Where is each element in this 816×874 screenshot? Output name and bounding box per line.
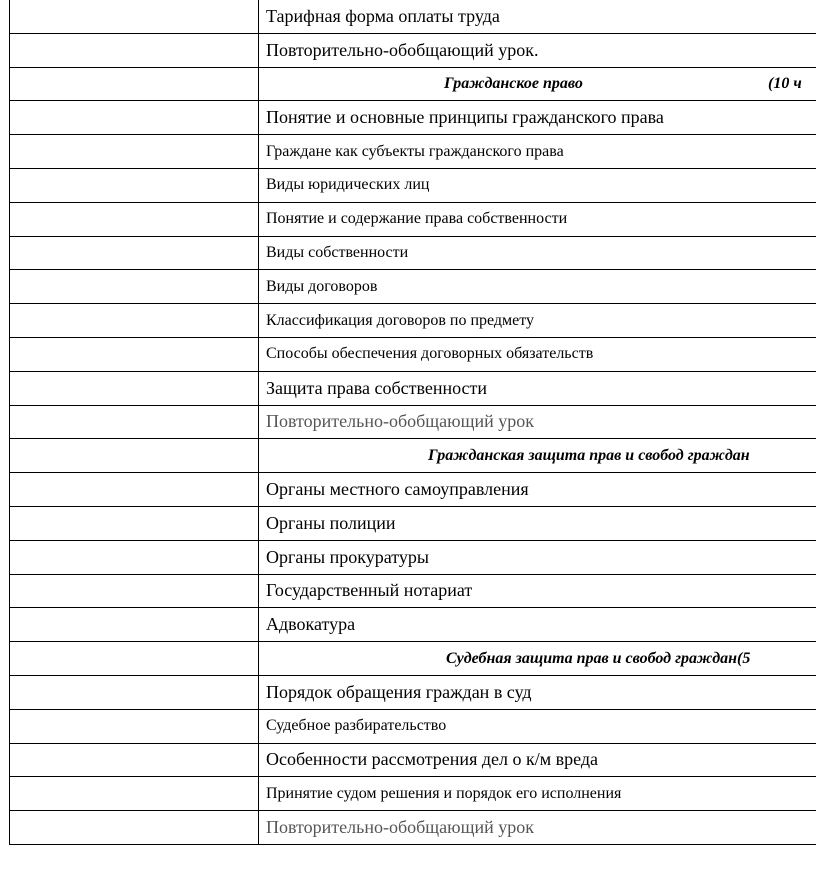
- number-cell: [10, 371, 259, 405]
- number-cell: [10, 270, 259, 304]
- table-row: [10, 811, 816, 845]
- section-cell: [259, 642, 816, 676]
- topic-cell: Тарифная форма оплаты труда: [259, 0, 816, 33]
- table-row: [10, 236, 816, 270]
- table-row: [10, 101, 816, 135]
- table-row: [10, 743, 816, 777]
- topic-cell: Виды юридических лиц: [259, 168, 816, 202]
- topic-cell: Понятие и основные принципы гражданского права: [259, 101, 816, 135]
- section-cell: [259, 67, 816, 101]
- number-cell: [10, 473, 259, 507]
- number-cell: [10, 405, 259, 439]
- table-row: [10, 0, 816, 33]
- number-cell: [10, 777, 259, 811]
- table-row: [10, 135, 816, 169]
- table-row: [10, 777, 816, 811]
- topic-cell: Органы прокуратуры: [259, 540, 816, 574]
- topic-cell: Особенности рассмотрения дел о к/м вреда: [259, 743, 816, 777]
- number-cell: [10, 675, 259, 709]
- table-row: [10, 540, 816, 574]
- topic-cell: Государственный нотариат: [259, 574, 816, 608]
- section-hours: (10 ч: [768, 74, 802, 92]
- topic-cell: Защита права собственности: [259, 371, 816, 405]
- number-cell: [10, 304, 259, 338]
- number-cell: [10, 202, 259, 236]
- table-row: [10, 337, 816, 371]
- number-cell: [10, 642, 259, 676]
- table-row: [10, 608, 816, 642]
- section-title: Судебная защита прав и свобод граждан(5: [446, 649, 751, 667]
- number-cell: [10, 811, 259, 845]
- topic-cell: Адвокатура: [259, 608, 816, 642]
- number-cell: [10, 67, 259, 101]
- number-cell: [10, 439, 259, 473]
- table-row: [10, 270, 816, 304]
- topic-cell: Повторительно-обобщающий урок: [259, 405, 816, 439]
- topic-cell: Органы местного самоуправления: [259, 473, 816, 507]
- number-cell: [10, 608, 259, 642]
- number-cell: [10, 33, 259, 67]
- number-cell: [10, 135, 259, 169]
- topic-cell: Способы обеспечения договорных обязательств: [259, 337, 816, 371]
- section-header-row: [10, 439, 816, 473]
- topic-cell: Виды собственности: [259, 236, 816, 270]
- number-cell: [10, 337, 259, 371]
- topic-cell: Повторительно-обобщающий урок.: [259, 33, 816, 67]
- table-row: [10, 168, 816, 202]
- section-header-row: [10, 642, 816, 676]
- number-cell: [10, 101, 259, 135]
- number-cell: [10, 743, 259, 777]
- table-row: [10, 473, 816, 507]
- section-cell: [259, 439, 816, 473]
- table-row: [10, 371, 816, 405]
- number-cell: [10, 709, 259, 743]
- lesson-plan-table: [9, 0, 816, 845]
- number-cell: [10, 574, 259, 608]
- topic-cell: Граждане как субъекты гражданского права: [259, 135, 816, 169]
- table-row: [10, 304, 816, 338]
- topic-cell: Понятие и содержание права собственности: [259, 202, 816, 236]
- table-row: [10, 675, 816, 709]
- section-header-row: [10, 67, 816, 101]
- topic-cell: Порядок обращения граждан в суд: [259, 675, 816, 709]
- topic-cell: Виды договоров: [259, 270, 816, 304]
- number-cell: [10, 540, 259, 574]
- number-cell: [10, 506, 259, 540]
- section-title: Гражданская защита прав и свобод граждан: [428, 446, 750, 464]
- number-cell: [10, 236, 259, 270]
- topic-cell: Судебное разбирательство: [259, 709, 816, 743]
- table-row: [10, 202, 816, 236]
- table-row: [10, 405, 816, 439]
- table-row: [10, 506, 816, 540]
- table-row: [10, 33, 816, 67]
- topic-cell: Органы полиции: [259, 506, 816, 540]
- table-row: [10, 709, 816, 743]
- number-cell: [10, 168, 259, 202]
- table-row: [10, 574, 816, 608]
- topic-cell: Принятие судом решения и порядок его исполнения: [259, 777, 816, 811]
- section-title: Гражданское право: [444, 74, 583, 92]
- number-cell: [10, 0, 259, 33]
- topic-cell: Классификация договоров по предмету: [259, 304, 816, 338]
- topic-cell: Повторительно-обобщающий урок: [259, 811, 816, 845]
